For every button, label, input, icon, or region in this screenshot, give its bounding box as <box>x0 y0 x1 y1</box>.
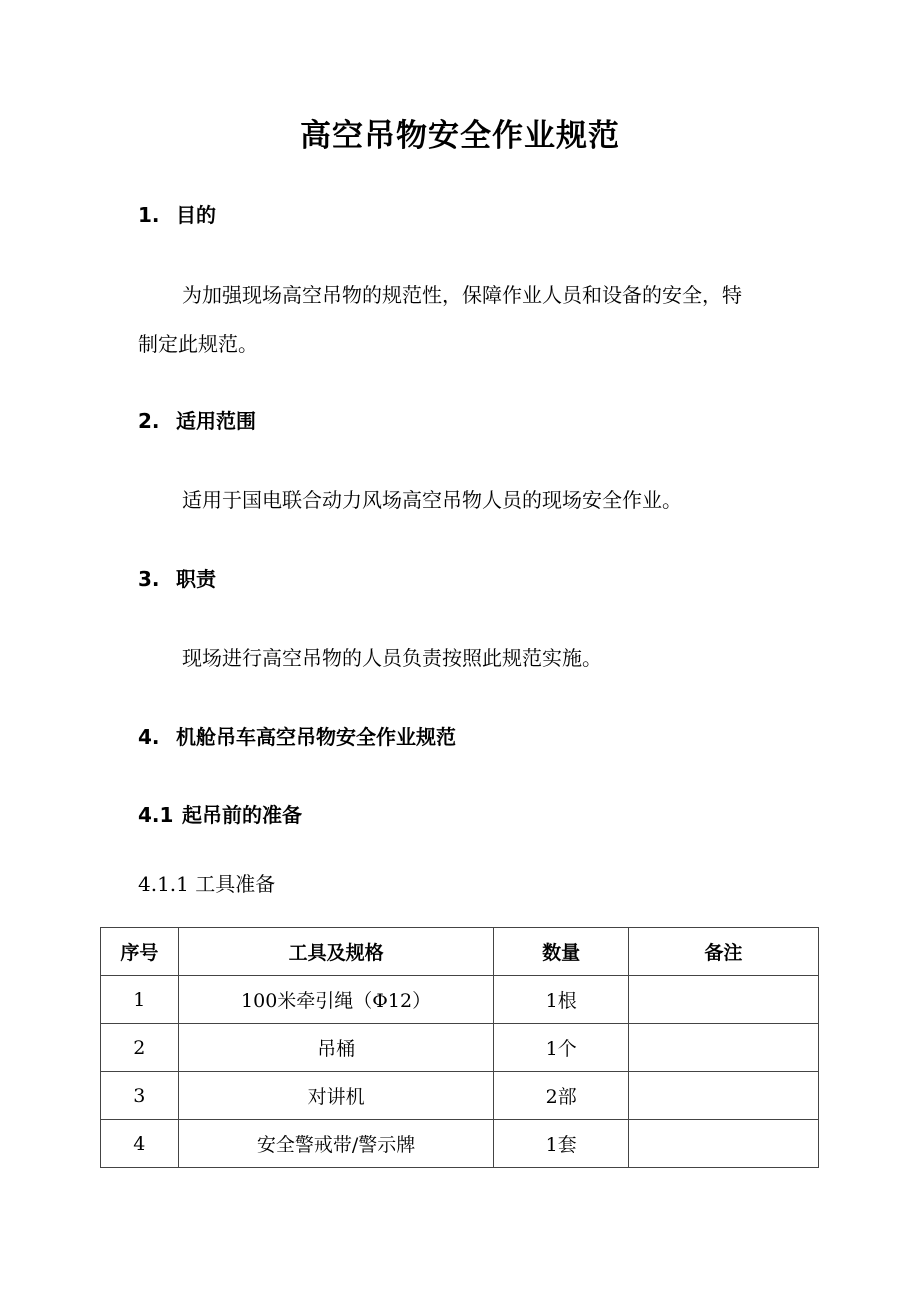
cell-note <box>628 1072 818 1120</box>
section-title: 职责 <box>176 567 216 591</box>
section-number: 4.1 <box>138 803 174 827</box>
cell-no: 4 <box>101 1120 179 1168</box>
section-2-body: 适用于国电联合动力风场高空吊物人员的现场安全作业。 <box>182 488 682 512</box>
section-4-heading <box>138 723 456 751</box>
cell-note <box>628 1024 818 1072</box>
cell-no: 2 <box>101 1024 179 1072</box>
section-number: 2. <box>138 409 160 433</box>
header-note: 备注 <box>628 928 818 976</box>
section-1-heading <box>138 201 216 229</box>
cell-tool: 吊桶 <box>178 1024 494 1072</box>
section-3-body: 现场进行高空吊物的人员负责按照此规范实施。 <box>182 646 602 670</box>
section-4-1-heading <box>138 801 302 829</box>
header-no: 序号 <box>101 928 179 976</box>
section-title: 目的 <box>176 203 216 227</box>
section-title: 机舱吊车高空吊物安全作业规范 <box>176 725 456 749</box>
table-row <box>101 1024 819 1072</box>
section-1-body-line-1: 为加强现场高空吊物的规范性，保障作业人员和设备的安全，特 <box>182 283 742 307</box>
section-1-body-line-2: 制定此规范。 <box>138 332 258 356</box>
tools-table <box>100 927 819 1168</box>
cell-qty: 1个 <box>494 1024 628 1072</box>
cell-qty: 1套 <box>494 1120 628 1168</box>
section-title: 起吊前的准备 <box>182 803 302 827</box>
cell-qty: 1根 <box>494 976 628 1024</box>
table-row <box>101 1072 819 1120</box>
header-qty: 数量 <box>494 928 628 976</box>
section-number: 1. <box>138 203 160 227</box>
section-number: 4. <box>138 725 160 749</box>
table-row <box>101 976 819 1024</box>
table-row <box>101 1120 819 1168</box>
document-title: 高空吊物安全作业规范 <box>300 118 620 154</box>
table-header-row <box>101 928 819 976</box>
section-4-1-1-heading: 4.1.1 工具准备 <box>138 872 276 896</box>
cell-no: 3 <box>101 1072 179 1120</box>
cell-tool: 安全警戒带/警示牌 <box>178 1120 494 1168</box>
cell-no: 1 <box>101 976 179 1024</box>
section-2-heading <box>138 407 256 435</box>
cell-qty: 2部 <box>494 1072 628 1120</box>
cell-tool: 对讲机 <box>178 1072 494 1120</box>
section-3-heading <box>138 565 216 593</box>
section-title: 适用范围 <box>176 409 256 433</box>
cell-note <box>628 1120 818 1168</box>
header-tool: 工具及规格 <box>178 928 494 976</box>
cell-tool: 100米牵引绳（Φ12） <box>178 976 494 1024</box>
section-number: 3. <box>138 567 160 591</box>
cell-note <box>628 976 818 1024</box>
